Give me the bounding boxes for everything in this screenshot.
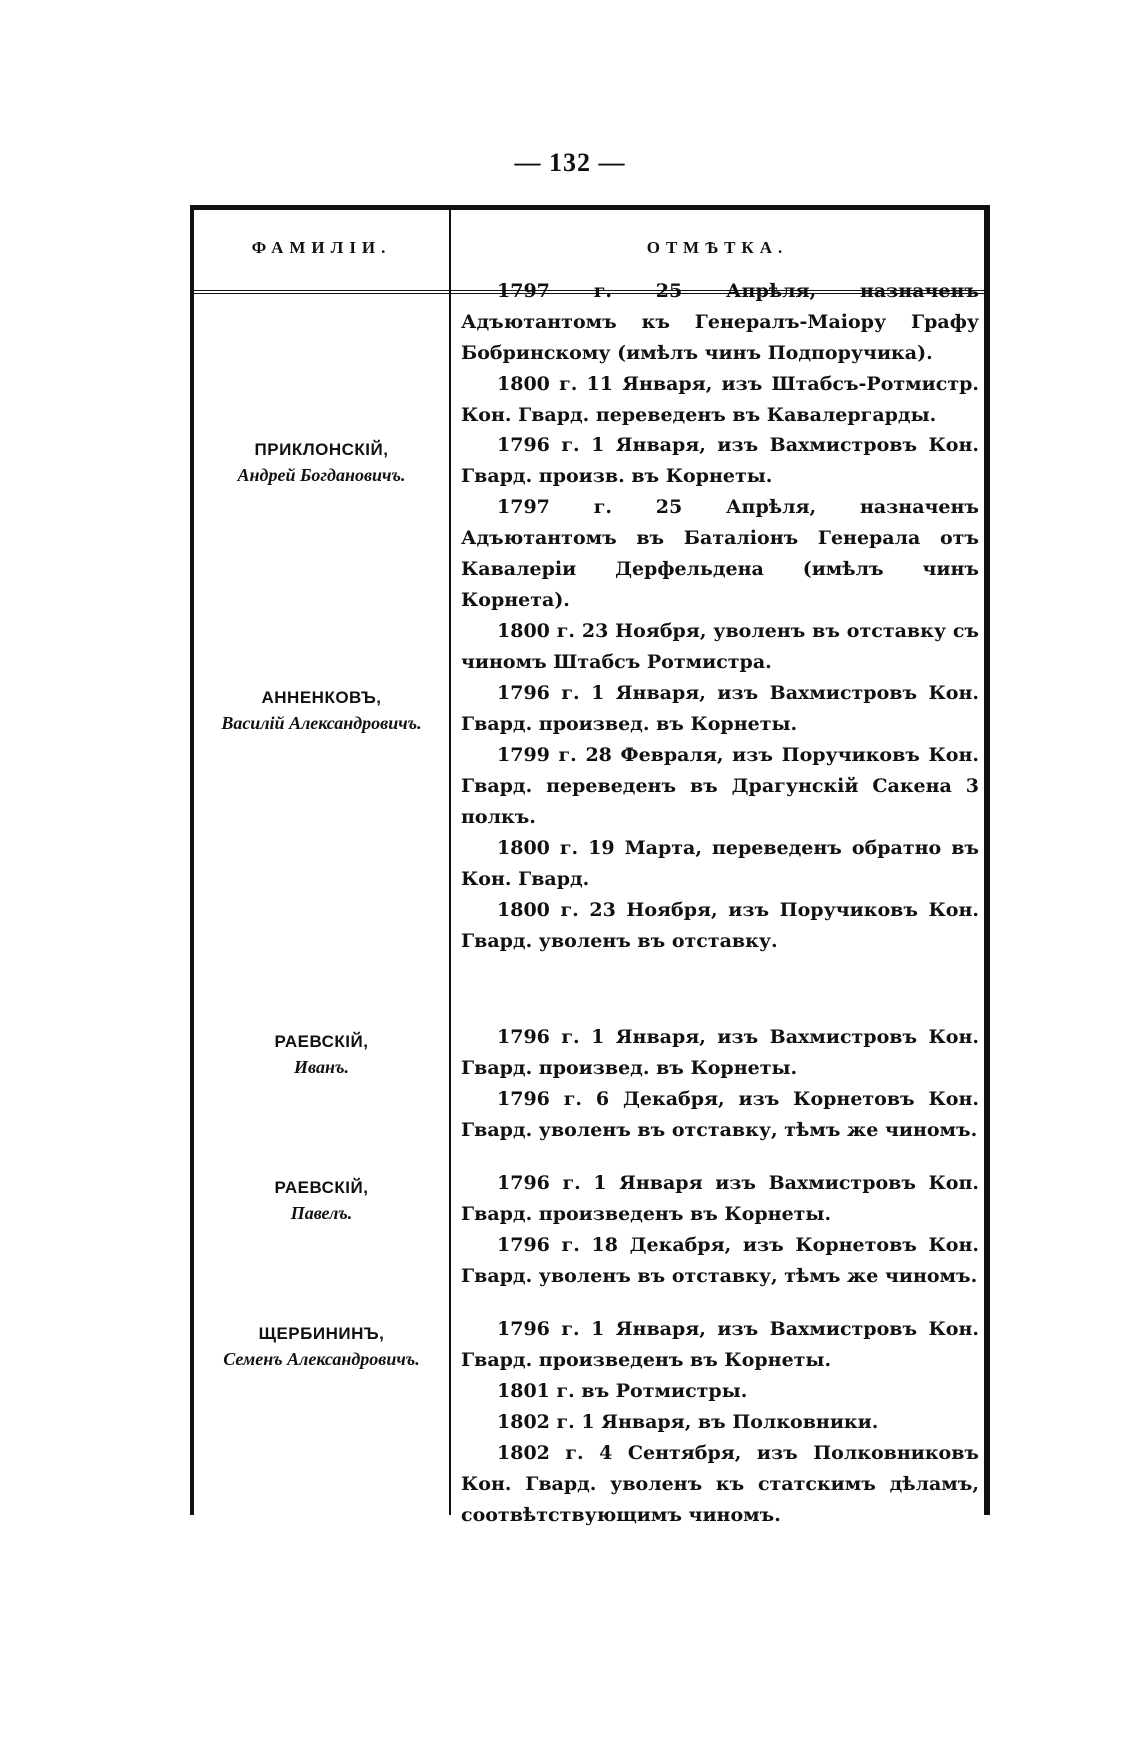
name-cell xyxy=(194,1176,449,1226)
header-notes: ОТМѢТКА. xyxy=(646,238,789,257)
name-cell xyxy=(194,686,449,736)
surname: АННЕНКОВЪ, xyxy=(261,688,382,707)
note-entry: 1796 г. 1 Января, изъ Вахмистровъ Кон. Гвард. произвед. въ Корнеты. xyxy=(461,682,979,735)
note-entry: 1796 г. 18 Декабря, изъ Корнетовъ Кон. Гвард. уволенъ въ отставку, тѣмъ же чиномъ. xyxy=(461,1234,979,1287)
note-entry: 1800 г. 23 Ноября, изъ Поручиковъ Кон. Гвард. уволенъ въ отставку. xyxy=(461,899,979,952)
name-cell xyxy=(194,1322,449,1372)
given-name: Семенъ Александровичъ. xyxy=(223,1349,420,1369)
surname: РАЕВСКІЙ, xyxy=(274,1032,369,1051)
column-divider xyxy=(449,210,451,1515)
note-cell xyxy=(461,1022,979,1146)
note-entry: 1796 г. 6 Декабря, изъ Корнетовъ Кон. Гвард. уволенъ въ отставку, тѣмъ же чиномъ. xyxy=(461,1088,979,1141)
page-number: — 132 — xyxy=(514,148,626,177)
note-entry: 1800 г. 19 Марта, переведенъ обратно въ Кон. Гвард. xyxy=(461,837,979,890)
given-name: Андрей Богдановичъ. xyxy=(237,465,406,485)
note-entry: 1801 г. въ Ротмистры. xyxy=(497,1380,748,1402)
note-entry: 1800 г. 23 Ноября, уволенъ въ отставку съ чиномъ Штабсъ Ротмистра. xyxy=(461,620,979,673)
name-cell xyxy=(194,438,449,488)
surname: ЩЕРБИНИНЪ, xyxy=(258,1324,385,1343)
surname: РАЕВСКІЙ, xyxy=(274,1178,369,1197)
note-entry: 1799 г. 28 Февраля, изъ Поручиковъ Кон. Гвард. переведенъ въ Драгунскій Сакена 3 полкъ. xyxy=(461,744,979,828)
given-name: Иванъ. xyxy=(294,1057,349,1077)
note-entry: 1796 г. 1 Января, изъ Вахмистровъ Кон. Гвард. произведенъ въ Корнеты. xyxy=(461,1318,979,1371)
note-cell xyxy=(461,276,979,431)
note-entry: 1802 г. 4 Сентября, изъ Полковниковъ Кон. Гвард. уволенъ къ статскимъ дѣламъ, соотвѣтствующимъ чиномъ. xyxy=(461,1442,979,1526)
given-name: Василій Александровичъ. xyxy=(221,713,422,733)
note-entry: 1800 г. 11 Января, изъ Штабсъ-Ротмистр. Кон. Гвард. переведенъ въ Кавалергарды. xyxy=(461,373,979,426)
note-entry: 1796 г. 1 Января, изъ Вахмистровъ Кон. Гвард. произв. въ Корнеты. xyxy=(461,434,979,487)
note-entry: 1797 г. 25 Апрѣля, назначенъ Адъютантомъ къ Генералъ-Маіору Графу Бобринскому (имѣлъ чинъ Подпоручика). xyxy=(461,280,979,364)
name-cell xyxy=(194,1030,449,1080)
note-cell xyxy=(461,430,979,678)
note-entry: 1796 г. 1 Января, изъ Вахмистровъ Кон. Гвард. произвед. въ Корнеты. xyxy=(461,1026,979,1079)
note-cell xyxy=(461,678,979,957)
header-surnames: ФАМИЛІИ. xyxy=(251,238,392,257)
records-table xyxy=(190,205,990,1526)
given-name: Павелъ. xyxy=(290,1203,353,1223)
surname: ПРИКЛОНСКІЙ, xyxy=(254,440,389,459)
note-cell xyxy=(461,1168,979,1292)
note-entry: 1802 г. 1 Января, въ Полковники. xyxy=(497,1411,879,1433)
note-cell xyxy=(461,1314,979,1531)
note-entry: 1796 г. 1 Января изъ Вахмистровъ Коп. Гвард. произведенъ въ Корнеты. xyxy=(461,1172,979,1225)
note-entry: 1797 г. 25 Апрѣля, назначенъ Адъютантомъ въ Баталіонъ Генерала отъ Кавалеріи Дерфельдена (имѣлъ чинъ Корнета). xyxy=(461,496,979,611)
